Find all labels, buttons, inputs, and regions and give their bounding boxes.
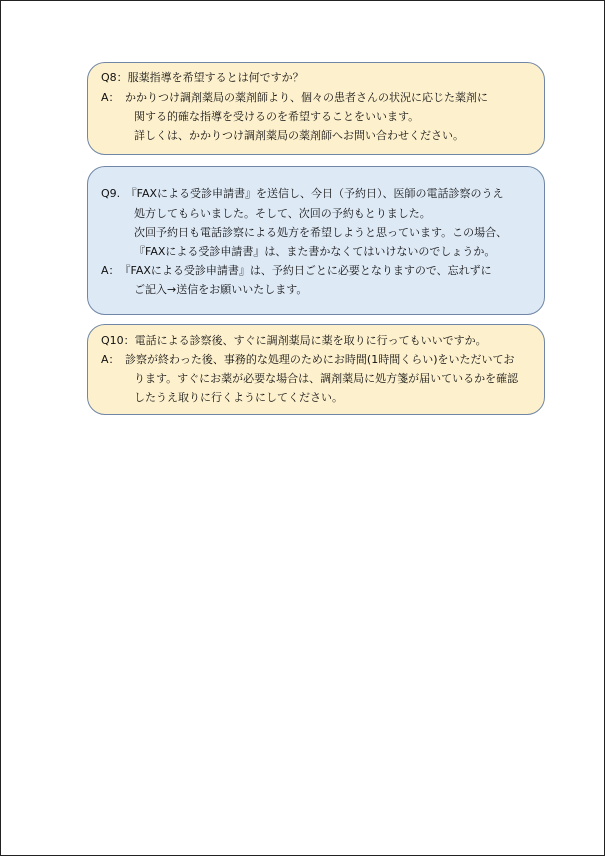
faq-answer-line: ご記入→送信をお願いいたします。 — [134, 283, 308, 296]
faq-question-line: 次回予約日も電話診察による処方を希望しようと思っています。この場合、 — [134, 226, 508, 239]
faq-question-q8: Q8：服薬指導を希望するとは何ですか？ — [101, 71, 304, 84]
faq-question-q10: Q10：電話による診察後、すぐに調剤薬局に薬を取りに行ってもいいですか。 — [101, 334, 487, 347]
faq-answer-line: 関する的確な指導を受けるのを希望することをいいます。 — [134, 110, 420, 123]
faq-question-line: 処方してもらいました。そして、次回の予約もとりました。 — [134, 207, 431, 220]
faq-answer-line: ります。すぐにお薬が必要な場合は、調剤薬局に処方箋が届いているかを確認 — [134, 372, 519, 385]
faq-box-q10 — [87, 324, 545, 415]
faq-question-line: 『FAXによる受診申請書』は、また書かなくてはいけないのでしょうか。 — [134, 245, 496, 258]
faq-question-q9: Q9. 『FAXによる受診申請書』を送信し、今日（予約日）、医師の電話診察のうえ — [101, 187, 504, 200]
faq-box-q9 — [87, 166, 545, 315]
faq-answer-line: A： かかりつけ調剤薬局の薬剤師より、個々の患者さんの状況に応じた薬剤に — [101, 91, 489, 104]
faq-box-q8 — [87, 62, 545, 155]
faq-answer-line: 詳しくは、かかりつけ調剤薬局の薬剤師へお問い合わせください。 — [134, 129, 464, 142]
faq-answer-q9: A： 『FAXによる受診申請書』は、予約日ごとに必要となりますので、忘れずに — [101, 264, 492, 277]
faq-answer-q10: A： 診察が終わった後、事務的な処理のためにお時間(1時間くらい)をいただいてお — [101, 353, 515, 366]
faq-answer-line: したうえ取りに行くようにしてください。 — [134, 391, 343, 404]
